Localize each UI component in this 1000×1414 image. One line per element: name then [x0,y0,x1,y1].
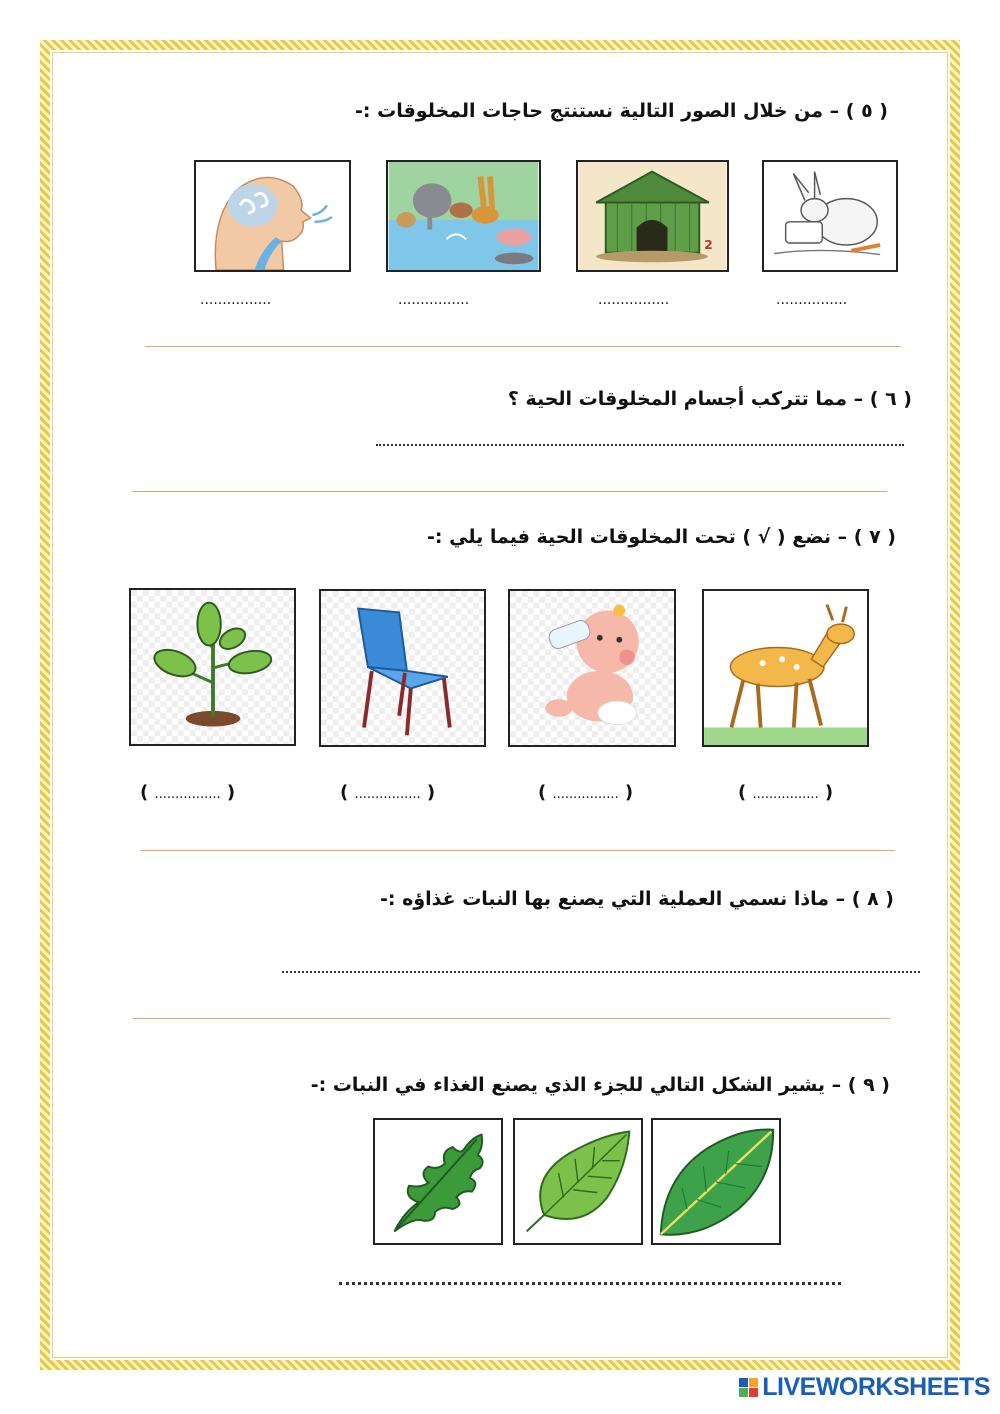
q5-answer-blank-3[interactable]: ................ [598,292,670,308]
q5-answer-blank-2[interactable]: ................ [398,292,470,308]
q7-answer-blank-2[interactable]: ( ................ ) [340,782,436,803]
q7-answer-blank-1[interactable]: ( ................ ) [140,782,236,803]
separator [145,346,901,347]
q6-answer-line[interactable] [376,444,904,446]
q7-answer-blank-3[interactable]: ( ................ ) [538,782,634,803]
breathing-person-image [194,160,351,272]
animals-drinking-water-image [386,160,541,272]
q8-answer-line[interactable] [282,971,920,973]
logo-squares-icon [739,1378,758,1397]
oak-leaf-image [373,1118,503,1245]
separator [133,1018,890,1019]
question-8: ( ٨ ) – ماذا نسمي العملية التي يصنع بها النبات غذاؤه :- [380,888,894,910]
logo-text: LIVEWORKSHEETS [762,1373,990,1401]
plant-image [129,588,296,746]
q5-answer-blank-1[interactable]: ................ [200,292,272,308]
deer-image [702,589,869,747]
question-9: ( ٩ ) – يشير الشكل التالي للجزء الذي يصنع الغذاء في النبات :- [310,1074,890,1096]
question-5: ( ٥ ) – من خلال الصور التالية نستنتج حاجات المخلوقات :- [355,100,888,122]
q5-answer-blank-4[interactable]: ................ [776,292,848,308]
birch-leaf-image [513,1118,643,1245]
q7-answer-blank-4[interactable]: ( ................ ) [738,782,834,803]
q9-answer-line[interactable] [339,1282,841,1285]
chair-image [319,589,486,747]
separator [132,491,887,492]
question-6: ( ٦ ) – مما تتركب أجسام المخلوقات الحية ؟ [507,388,912,410]
question-7: ( ٧ ) – نضع ( √ ) تحت المخلوقات الحية فيما يلي :- [427,526,896,548]
oval-leaf-image [651,1118,781,1245]
green-shelter-house-image [576,160,729,272]
rabbit-eating-image [762,160,898,272]
baby-drinking-bottle-image [508,589,676,747]
separator [140,850,895,851]
liveworksheets-logo [739,1373,990,1402]
house-number: 2 [704,236,713,252]
